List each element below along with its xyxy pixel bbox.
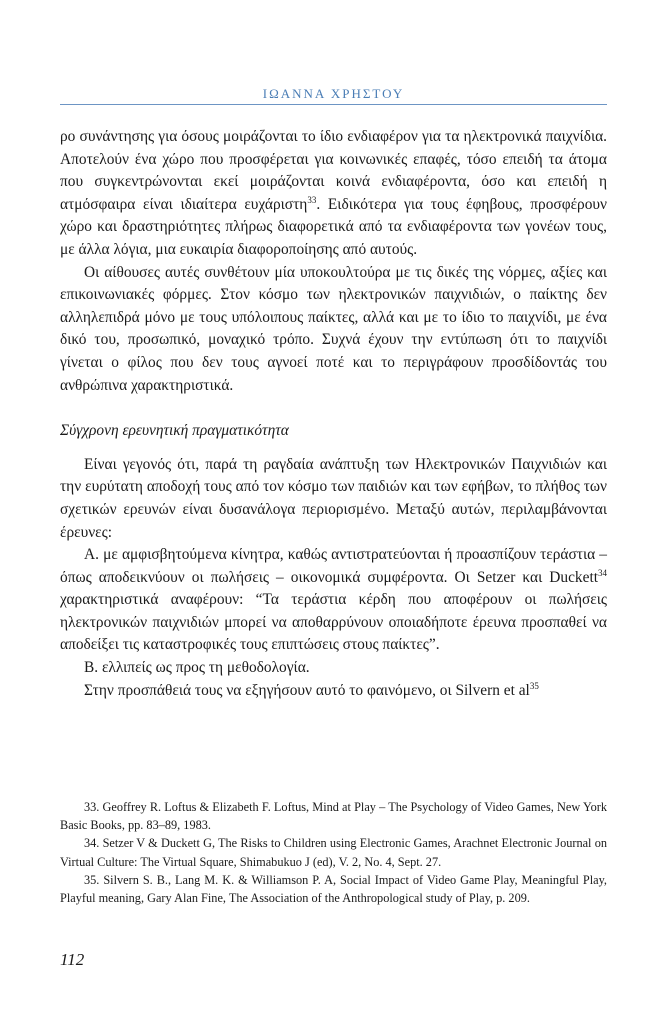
list-item-a: [60, 544, 607, 657]
section-heading: Σύγχρονη ερευνητική πραγματικότητα: [60, 422, 289, 440]
paragraph-text: χαρακτηριστικά αναφέρουν: “Τα τεράστια κέρδη που αποφέρουν οι πωλήσεις ηλεκτρονικών παιχνιδιών μπορεί να αποθαρρύνουν οποιαδήποτε έρευνα προσπαθεί να αποδείξει τις καταστροφικές τους επιπτώσεις στους παίκτες”.: [60, 591, 607, 654]
list-item-b: Β. ελλιπείς ως προς τη μεθοδολογία.: [84, 659, 310, 677]
footnote-35: 35. Silvern S. B., Lang M. K. & Williamson P. A, Social Impact of Video Game Play, Meaningful Play, Playful meaning, Gary Alan Fine, The Association of the Anthropological study of Play, p. 209.: [60, 872, 607, 906]
main-text: [60, 126, 607, 702]
footnote-ref-34: 34: [598, 567, 607, 578]
paragraph-text: ρο συνάντησης για όσους μοιράζονται το ίδιο ενδιαφέρον για τα ηλεκτρονικά παιχνίδια. Αποτελούν ένα χώρο που προσφέρεται για κοινωνικές επαφές, τόσο επειδή τα άτομα που συγκεντρώνονται εκεί μοιράζονται κοινά ενδιαφέροντα, όσο και επειδή η ατμόσφαιρα είναι ιδιαίτερα ευχάριστη: [60, 128, 607, 213]
footnote-ref-33: 33: [307, 194, 317, 205]
paragraph-text: Α. με αμφισβητούμενα κίνητρα, καθώς αντιστρατεύονται ή προασπίζουν τεράστια – όπως αποδεικνύουν οι πωλήσεις – οικονομικά συμφέροντα. Οι Setzer και Duckett: [60, 546, 607, 586]
paragraph: Οι αίθουσες αυτές συνθέτουν μία υποκουλτούρα με τις δικές της νόρμες, αξίες και επικοινωνιακές φόρμες. Στον κόσμο των ηλεκτρονικών παιχνιδιών, ο παίκτης δεν αλληλεπιδρά μόνο με τους υπόλοιπους παίκτες, αλλά και με το ίδιο το παιχνίδι, με ένα δικό του, προσωπικό, μοναχικό τρόπο. Συχνά έχουν την εντύπωση ότι το παιχνίδι γίνεται ο φίλος που δεν τους αγνοεί ποτέ και το περιγράφουν προσδίδοντάς του ανθρώπινα χαρακτηριστικά.: [60, 263, 607, 394]
paragraph-text: Στην προσπάθειά τους να εξηγήσουν αυτό το φαινόμενο, οι Silvern et al: [84, 681, 530, 699]
paragraph: [60, 680, 607, 703]
footnotes: [60, 798, 607, 907]
header-divider: [60, 104, 607, 105]
paragraph-continued: [60, 126, 607, 262]
footnote-33: 33. Geoffrey R. Loftus & Elizabeth F. Loftus, Mind at Play – The Psychology of Video Games, New York Basic Books, pp. 83–89, 1983.: [60, 800, 607, 833]
paragraph: Είναι γεγονός ότι, παρά τη ραγδαία ανάπτυξη των Ηλεκτρονικών Παιχνιδιών και την ευρύτατη αποδοχή τους από τον κόσμο των παιδιών και των εφήβων, το πλήθος των σχετικών ερευνών είναι δυσανάλογα περιορισμένο. Μεταξύ αυτών, περιλαμβάνονται έρευνες:: [60, 455, 607, 541]
footnote-ref-35: 35: [529, 680, 539, 691]
footnote-34: 34. Setzer V & Duckett G, The Risks to Children using Electronic Games, Arachnet Electronic Journal on Virtual Culture: The Virtual Square, Shimabukuo J (ed), V. 2, No. 4, Sept. 27.: [60, 836, 607, 869]
paragraph-text: . Ειδικότερα για τους έφηβους, προσφέρουν χώρο και δραστηριότητες πλήρως διαφορετικά από τα ενδιαφέροντα των γονέων τους, με άλλα λόγια, μια ευκαιρία διαφοροποίησης από αυτούς.: [60, 195, 607, 258]
page-number: 112: [60, 950, 85, 969]
running-header-author: ΙΩΑΝΝΑ ΧΡΗΣΤΟΥ: [262, 86, 405, 101]
